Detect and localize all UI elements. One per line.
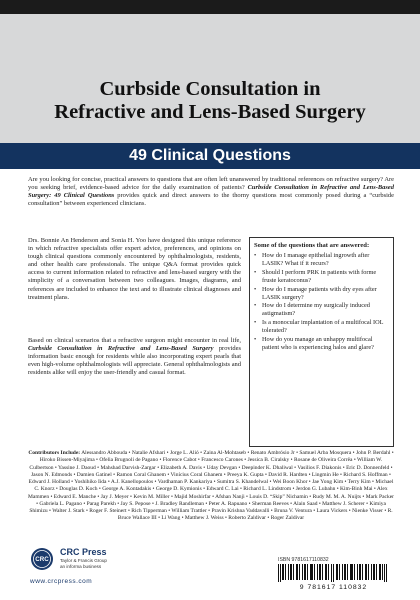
intro-paragraph-3	[28, 337, 241, 377]
barcode-icon	[278, 564, 388, 582]
subtitle-bar: 49 Clinical Questions	[0, 143, 420, 169]
title-line-1: Curbside Consultation in	[99, 78, 321, 100]
contributors-section	[28, 450, 394, 523]
question-item: • How do I manage epithelial ingrowth after LASIK? What if it recurs?	[254, 252, 389, 268]
book-title	[14, 78, 406, 124]
barcode-digits: 9 781617 110832	[299, 584, 368, 591]
questions-box-title: Some of the questions that are answered:	[254, 242, 370, 249]
intro-p3-text-a: Based on clinical scenarios that a refractive surgeon might encounter in real life,	[28, 337, 241, 344]
isbn-label: ISBN 9781617110832	[278, 557, 329, 563]
intro-p3-text-b: provides information basic enough for residents while also incorporating expert pearls that even high-volume ophthalmologists will appreciate. General ophthalmologists and residents alike will enjoy the user-friendly and casual format.	[28, 345, 241, 377]
question-item: • Is a monocular implantation of a multifocal IOL tolerated?	[254, 319, 389, 335]
question-item: • How do I manage patients with dry eyes after LASIK surgery?	[254, 286, 389, 302]
intro-paragraph-1	[28, 176, 394, 208]
publisher-name: CRC Press	[60, 547, 107, 557]
question-item: • How do I determine my surgically induced astigmatism?	[254, 302, 389, 318]
questions-box	[249, 237, 394, 447]
crc-press-logo-icon	[30, 547, 54, 571]
questions-list	[254, 252, 389, 352]
intro-p1-text-b: provides quick and direct answers to the thorny questions most commonly posed during a “curbside consultation” between experienced clinicians.	[28, 192, 395, 208]
publisher-url: www.crcpress.com	[30, 578, 93, 585]
intro-p1-text-a: Are you looking for concise, practical answers to questions that are often left unanswered by traditional references on refractive surgery? Are you seeking brief, evidence-based advice for the daily examination of patients?	[28, 176, 394, 192]
top-black-band	[0, 0, 420, 14]
cover-header	[0, 14, 420, 162]
publisher-group: Taylor & Francis Group	[60, 558, 107, 563]
crc-logo-text: CRC	[35, 556, 49, 564]
question-item: • How do you manage an unhappy multifocal patient who is experiencing halos and glare?	[254, 336, 389, 352]
contributors-label: Contributors Include:	[28, 450, 81, 456]
publisher-tagline: an informa business	[60, 564, 102, 569]
intro-p3-book-title: Curbside Consultation in Refractive and Lens-Based Surgery	[28, 345, 214, 353]
intro-p1-book-title: Curbside Consultation in Refractive and Lens-Based Surgery: 49 Clinical Questions	[28, 184, 394, 200]
contributors-names: Alessandro Abbouda • Natalie Afshari • Jorge L. Alió • Zaina Al-Mohtaseb • Renato Ambrósio Jr • Samuel Arba Mosquera • John P. Berdahl • Hiroko Bissen-Miyajima • Ofelia Brugnoli de Pagano • Florence Cabot • Francesco Carones • Jessica B. Ciralsky • Rosane de Oliveira Corrêa • William W. Culbertson • Yassine J. Daoud • Mahshad Darvish-Zargar • Elizabeth A. Davis • Uday Devgan • Deepinder K. Dhaliwal • Vasilios F. Diakonis • Eric D. Donnenfeld • Jason N. Edmonds • Damien Gatinel • Ramon Coral Ghanem • Vinícius Coral Ghanem • Preeya K. Gupta • David R. Hardten • Lingmin He • Richard S. Hoffman • Edward J. Holland • Yoshihiko Iida • A.J. Kanellopoulos • Vardhaman P. Kankariya • Sumitra S. Khandelwal • Wei Boon Khor • Jae Yong Kim • Terry Kim • Michael C. Knorz • Douglas D. Koch • George A. Kontadakis • George D. Kymionis • Edward C. Lai • Richard L. Lindstrom • Jerdon G. Lubahn • Kim-Binh Mai • Alex Mammen • Edward E. Manche • Jay J. Meyer • Kevin M. Miller • Majid Moshirfar • Afshan Nanji • Louis D. “Skip” Nichamin • Rudy M. M. A. Nuijts • Mark Packer • Gabriela L. Pagano • Parag Parekh • Jay S. Pepose • J. Bradley Randleman • Peter A. Rapuano • Sherman Reeves • Alain Saad • Matthew J. Scherer • Kimiya Shimizu • Walter J. Stark • Roger F. Steinert • Rich Tipperman • William Trattler • Pravin Krishna Vaddavalli • Bruna V. Ventura • Laura Vickers • Nienke Visser • R. Bruce Wallace III • Li Wang • Matthew J. Weiss • Roberto Zaldivar • Roger Zaldivar	[28, 450, 394, 522]
intro-paragraph-2: Drs. Bonnie An Henderson and Sonia H. Yoo have designed this unique reference in which refractive specialists offer expert advice, preferences, and opinions on tough clinical questions commonly encountered by ophthalmologists, residents, and other health care professionals. The unique Q&A format provides quick access to current information related to refractive and lens-based surgery with the simplicity of a conversation between two colleagues. Images, diagrams, and references are included to enhance the text and to illustrate clinical diagnoses and treatment plans.	[28, 237, 241, 301]
title-line-2: Refractive and Lens-Based Surgery	[54, 101, 366, 123]
question-item: • Should I perform PRK in patients with forme fruste keratoconus?	[254, 269, 389, 285]
